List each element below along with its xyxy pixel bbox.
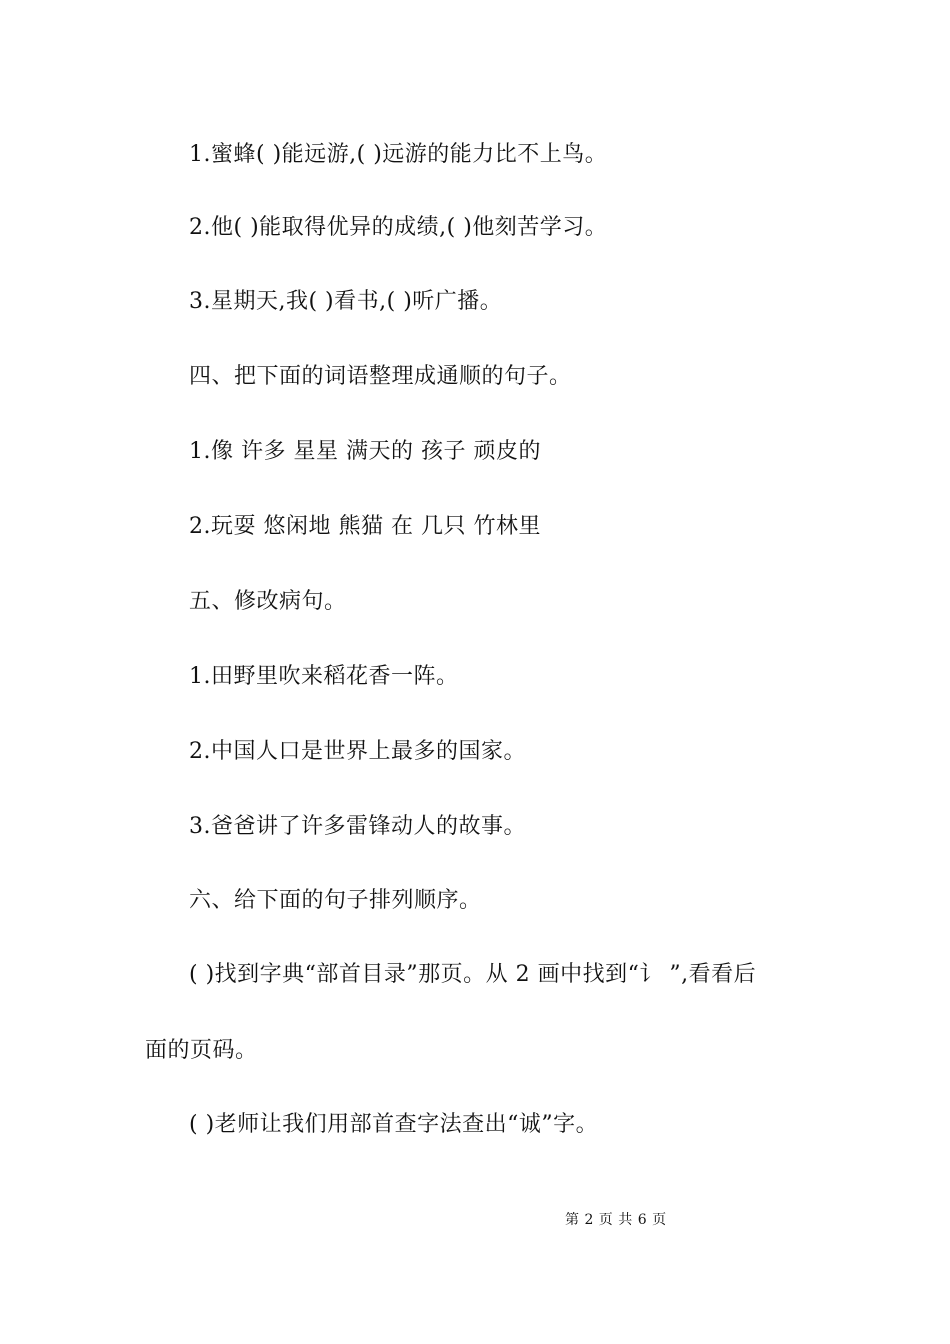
- text-line: 2.玩耍 悠闲地 熊猫 在 几只 竹林里: [189, 514, 541, 539]
- text-line: 2.他( )能取得优异的成绩,( )他刻苦学习。: [189, 215, 608, 240]
- text-line: ( )老师让我们用部首查字法查出“诚”字。: [189, 1112, 599, 1137]
- text-line: 3.星期天,我( )看书,( )听广播。: [189, 289, 503, 314]
- text-line: 1.蜜蜂( )能远游,( )远游的能力比不上鸟。: [189, 142, 608, 167]
- section-heading: 四、把下面的词语整理成通顺的句子。: [189, 364, 572, 389]
- text-line: 2.中国人口是世界上最多的国家。: [189, 739, 526, 764]
- text-line: 面的页码。: [145, 1038, 258, 1063]
- text-line: ( )找到字典“部首目录”那页。从 2 画中找到“讠 ”,看看后: [189, 962, 757, 987]
- section-heading: 六、给下面的句子排列顺序。: [189, 888, 482, 913]
- text-line: 3.爸爸讲了许多雷锋动人的故事。: [189, 814, 526, 839]
- page-number-footer: 第 2 页 共 6 页: [565, 1212, 667, 1228]
- text-line: 1.田野里吹来稻花香一阵。: [189, 664, 459, 689]
- text-line: 1.像 许多 星星 满天的 孩子 顽皮的: [189, 439, 541, 464]
- section-heading: 五、修改病句。: [189, 589, 347, 614]
